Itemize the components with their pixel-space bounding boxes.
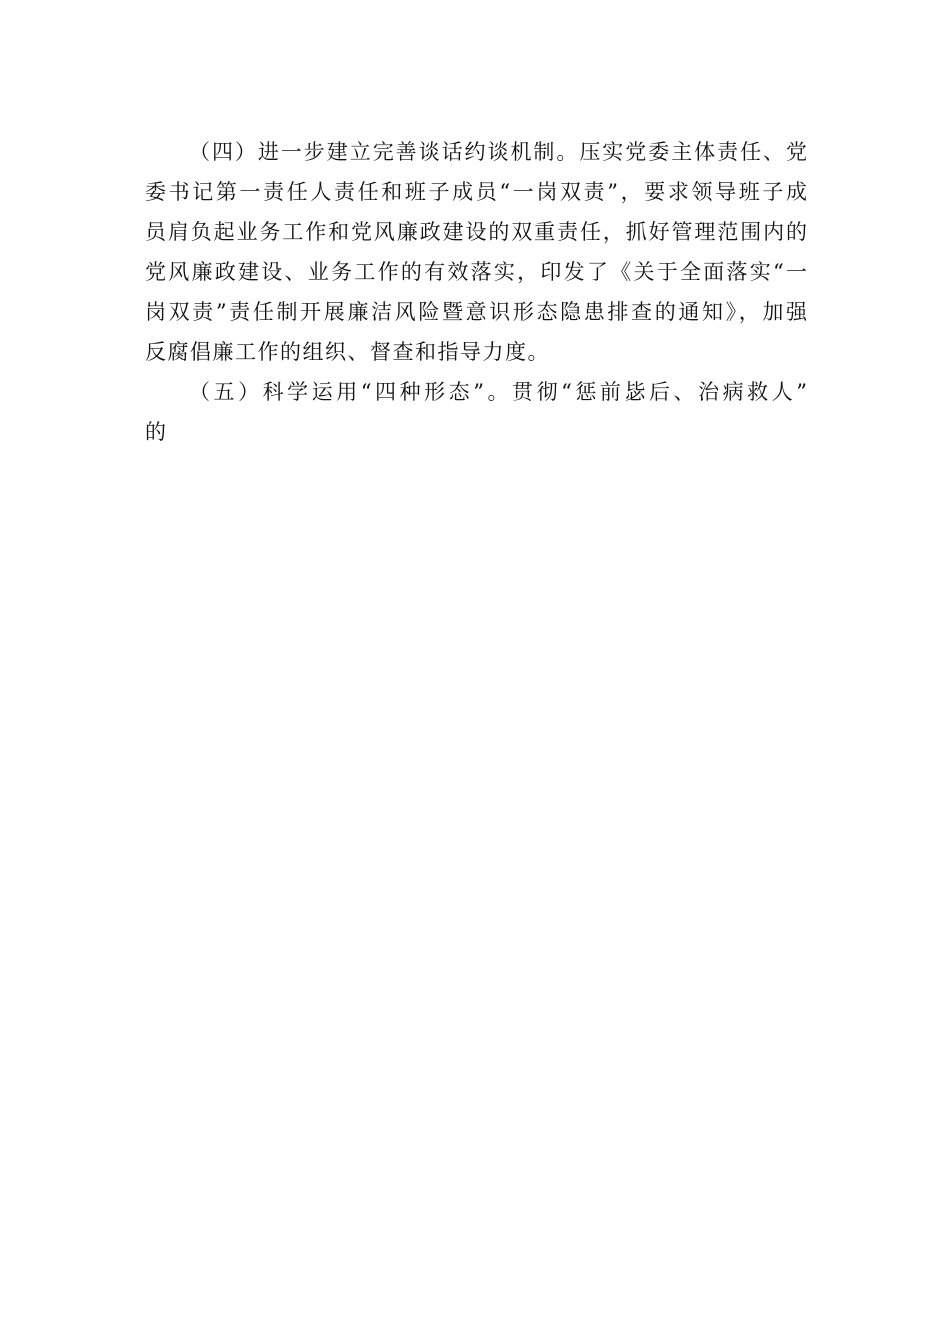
paragraph-line: （五）科学运用“四种形态”。贯彻“惩前毖后、治病救人” — [189, 380, 807, 404]
paragraph-line: 反腐倡廉工作的组织、督查和指导力度。 — [145, 340, 550, 364]
document-body — [145, 132, 807, 452]
paragraph-line: 岗双责”责任制开展廉洁风险暨意识形态隐患排查的通知》，加强 — [145, 300, 807, 324]
paragraph-line: 委书记第一责任人责任和班子成员“一岗双责”，要求领导班子成 — [145, 180, 807, 204]
paragraph-4-talk-mechanism — [145, 132, 807, 372]
paragraph-line: （四）进一步建立完善谈话约谈机制。压实党委主体责任、党 — [189, 140, 807, 164]
paragraph-line: 的 — [145, 420, 168, 444]
paragraph-line: 党风廉政建设、业务工作的有效落实，印发了《关于全面落实“一 — [145, 260, 807, 284]
paragraph-5-four-forms — [145, 372, 807, 452]
paragraph-line: 员肩负起业务工作和党风廉政建设的双重责任，抓好管理范围内的 — [145, 220, 807, 244]
